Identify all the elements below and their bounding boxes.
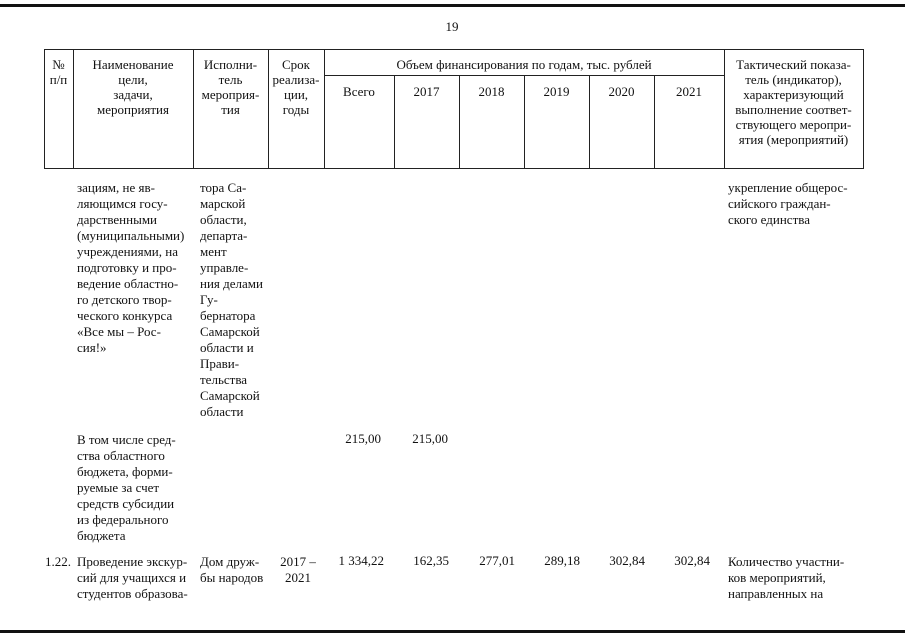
top-page-rule bbox=[0, 4, 905, 7]
row-122-indicator: Количество участни- ков мероприятий, направленных на bbox=[728, 554, 845, 601]
header-year-2019: 2019 bbox=[543, 84, 570, 99]
header-executor: Исполни- тель мероприя- тия bbox=[201, 57, 260, 117]
header-term: Срок реализа- ции, годы bbox=[272, 57, 320, 117]
row-122-no: 1.22. bbox=[45, 554, 71, 569]
row-122-2019: 289,18 bbox=[544, 553, 580, 568]
bottom-page-rule bbox=[0, 630, 905, 633]
header-year-2020: 2020 bbox=[608, 84, 635, 99]
row-122-executor: Дом друж- бы народов bbox=[200, 554, 264, 585]
header-year-2021: 2021 bbox=[676, 84, 702, 99]
row-sub-name: В том числе сред- ства областного бюджета, форми- руемые за счет средств субсидии из федерального бюджета bbox=[77, 432, 176, 543]
header-no: № п/п bbox=[49, 57, 68, 87]
row-sub-total: 215,00 bbox=[345, 431, 381, 446]
row-122-name: Проведение экскур- сий для учащихся и студентов образова- bbox=[77, 554, 188, 601]
row-122-2021: 302,84 bbox=[674, 553, 710, 568]
header-indicator: Тактический показа- тель (индикатор), характеризующий выполнение соответ- ствующего меропри- ятия (мероприятий) bbox=[735, 57, 852, 147]
header-funding: Объем финансирования по годам, тыс. рублей bbox=[396, 57, 652, 72]
row-sub-2017: 215,00 bbox=[412, 431, 448, 446]
row-122-total: 1 334,22 bbox=[338, 553, 384, 568]
row-122-term: 2017 – 2021 bbox=[280, 554, 316, 585]
row-cont-name: зациям, не яв- ляющимся госу- дарственными (муниципальными) учреждениями, на подготовку и про- ведение областно- го детского твор- ческого конкурса «Все мы – Рос- сия!» bbox=[77, 180, 185, 355]
header-name: Наименование цели, задачи, мероприятия bbox=[92, 57, 174, 117]
header-year-2017: 2017 bbox=[413, 84, 440, 99]
header-year-2018: 2018 bbox=[478, 84, 505, 99]
row-122-2017: 162,35 bbox=[413, 553, 449, 568]
page-number: 19 bbox=[445, 19, 459, 34]
row-122-2020: 302,84 bbox=[609, 553, 645, 568]
row-122-2018: 277,01 bbox=[479, 553, 515, 568]
row-cont-executor: тора Са- марской области, департа- мент управле- ния делами Гу- бернатора Самарской области и Прави- тельства Самарской области bbox=[200, 180, 263, 419]
row-cont-indicator: укрепление общерос- сийского граждан- ского единства bbox=[728, 180, 848, 227]
header-total: Всего bbox=[343, 84, 375, 99]
